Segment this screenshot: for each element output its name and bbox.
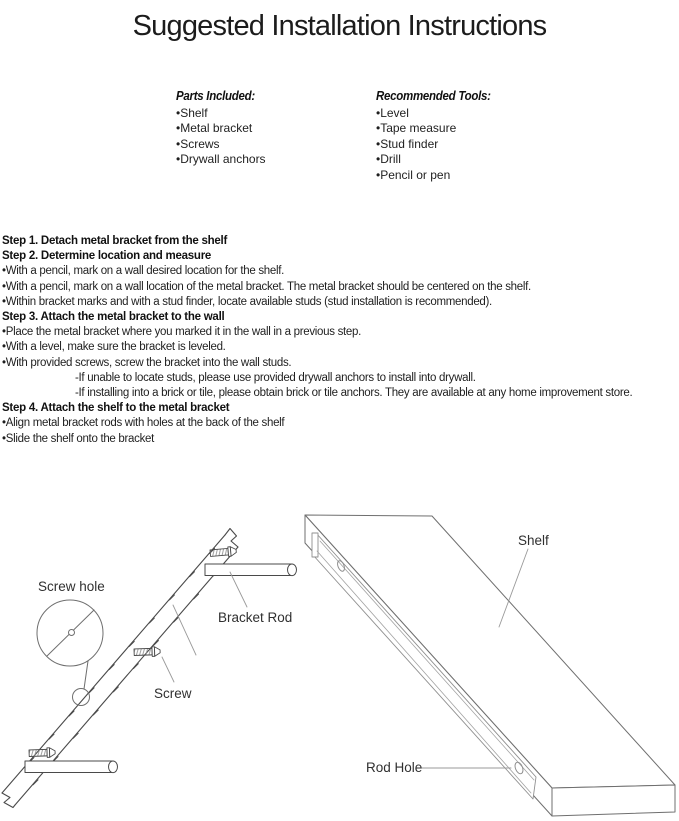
- screw-label: Screw: [154, 686, 192, 701]
- step-heading: Step 4. Attach the shelf to the metal bracket: [2, 402, 230, 415]
- tools-item: •Tape measure: [376, 121, 457, 136]
- step-heading: Step 3. Attach the metal bracket to the wall: [2, 311, 225, 324]
- screw-leader: [162, 657, 174, 682]
- step-bullet: •Align metal bracket rods with holes at the back of the shelf: [2, 417, 285, 430]
- shelf-end-face: [552, 785, 675, 816]
- step-heading: Step 2. Determine location and measure: [2, 250, 212, 263]
- screw-icon: [134, 647, 160, 657]
- step-bullet: •Place the metal bracket where you marked it in the wall in a previous step.: [2, 326, 361, 339]
- tools-item: •Level: [376, 105, 409, 120]
- installation-diagram: [0, 470, 679, 821]
- bracket-rod-bottom: [25, 761, 118, 773]
- screw-hole-label: Screw hole: [38, 579, 105, 594]
- magnifier-connector: [84, 661, 88, 689]
- rail-broken-end: [2, 793, 15, 808]
- parts-item: •Drywall anchors: [176, 152, 266, 167]
- tools-heading: Recommended Tools:: [376, 89, 491, 103]
- tools-item: •Pencil or pen: [376, 167, 451, 182]
- parts-included-section: [176, 89, 266, 168]
- step-heading: Step 1. Detach metal bracket from the shelf: [2, 235, 228, 247]
- screw-hole-callout-circle: [73, 689, 90, 706]
- screw-icon: [29, 748, 55, 758]
- magnified-screw-hole: [69, 630, 75, 636]
- parts-heading: Parts Included:: [176, 89, 255, 103]
- step-subnote: -If installing into a brick or tile, please obtain brick or tile anchors. They are available at any home improvement store.: [75, 387, 633, 400]
- parts-item: •Shelf: [176, 105, 208, 120]
- page-title: Suggested Installation Instructions: [132, 10, 547, 42]
- step-bullet: •With a pencil, mark on a wall location of the metal bracket. The metal bracket should be centered on the shelf.: [2, 280, 531, 293]
- tools-item: •Stud finder: [376, 136, 439, 151]
- step-bullet: •Within bracket marks and with a stud finder, locate available studs (stud installation is recommended).: [2, 295, 492, 308]
- parts-item: •Screws: [176, 136, 220, 151]
- step-bullet: •With provided screws, screw the bracket into the wall studs.: [2, 356, 292, 369]
- bracket-rod-top: [205, 564, 297, 576]
- rail-broken-tip: [225, 529, 238, 548]
- bracket-leader: [173, 605, 196, 655]
- step-bullet: •With a level, make sure the bracket is leveled.: [2, 341, 226, 354]
- step-bullet: •With a pencil, mark on a wall desired location for the shelf.: [2, 265, 285, 278]
- shelf-drawing: [305, 515, 675, 816]
- parts-item: •Metal bracket: [176, 121, 253, 136]
- shelf-label: Shelf: [518, 533, 549, 548]
- recommended-tools-section: [376, 89, 501, 184]
- bracket-rod-label: Bracket Rod: [218, 610, 293, 625]
- screw-hole-magnifier: [37, 600, 103, 706]
- step-bullet: •Slide the shelf onto the bracket: [2, 432, 155, 445]
- rod-hole-label: Rod Hole: [366, 760, 423, 775]
- instructions-section: [2, 234, 679, 447]
- shelf-channel-endcap: [312, 533, 318, 557]
- step-subnote: -If unable to locate studs, please use provided drywall anchors to install into drywall.: [75, 371, 476, 384]
- bracket-rods: [25, 564, 297, 773]
- bracket-rod-leader: [230, 572, 247, 607]
- tools-item: •Drill: [376, 152, 401, 167]
